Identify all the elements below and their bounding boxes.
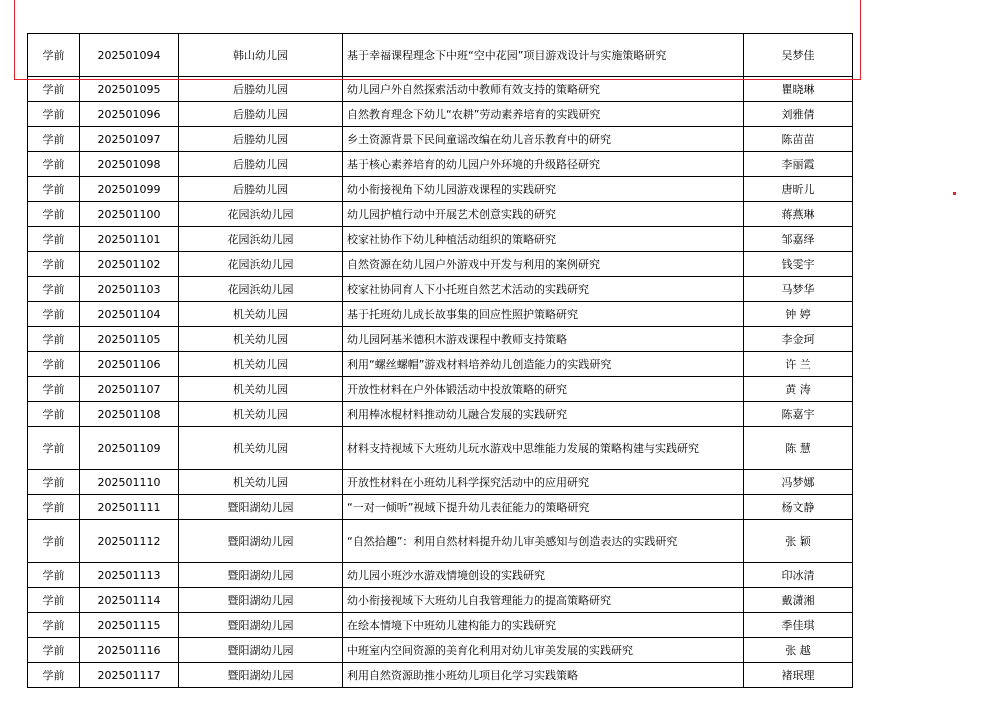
title-cell: 基于幸福课程理念下中班“空中花园”项目游戏设计与实施策略研究: [343, 34, 744, 77]
title-cell: 开放性材料在小班幼儿科学探究活动中的应用研究: [343, 470, 744, 495]
name-cell: 冯梦娜: [744, 470, 853, 495]
name-cell: 邹嘉绎: [744, 227, 853, 252]
category-cell: 学前: [28, 470, 80, 495]
category-cell: 学前: [28, 34, 80, 77]
table-row: [28, 302, 853, 327]
title-cell: 幼儿园户外自然探索活动中教师有效支持的策略研究: [343, 77, 744, 102]
table-row: [28, 495, 853, 520]
category-cell: 学前: [28, 495, 80, 520]
name-cell: 刘雅倩: [744, 102, 853, 127]
title-cell: 利用自然资源助推小班幼儿项目化学习实践策略: [343, 663, 744, 688]
category-cell: 学前: [28, 588, 80, 613]
id-cell: 202501100: [80, 202, 179, 227]
table-row: [28, 377, 853, 402]
table-row: [28, 520, 853, 563]
school-cell: 后塍幼儿园: [179, 177, 343, 202]
school-cell: 机关幼儿园: [179, 377, 343, 402]
title-cell: 自然资源在幼儿园户外游戏中开发与利用的案例研究: [343, 252, 744, 277]
school-cell: 机关幼儿园: [179, 427, 343, 470]
name-cell: 陈 慧: [744, 427, 853, 470]
table-row: [28, 588, 853, 613]
id-cell: 202501106: [80, 352, 179, 377]
category-cell: 学前: [28, 520, 80, 563]
category-cell: 学前: [28, 177, 80, 202]
school-cell: 韩山幼儿园: [179, 34, 343, 77]
title-cell: 校家社协同育人下小托班自然艺术活动的实践研究: [343, 277, 744, 302]
id-cell: 202501112: [80, 520, 179, 563]
id-cell: 202501105: [80, 327, 179, 352]
table-row: [28, 152, 853, 177]
school-cell: 暨阳湖幼儿园: [179, 663, 343, 688]
id-cell: 202501113: [80, 563, 179, 588]
name-cell: 印冰清: [744, 563, 853, 588]
name-cell: 吴梦佳: [744, 34, 853, 77]
category-cell: 学前: [28, 227, 80, 252]
category-cell: 学前: [28, 277, 80, 302]
table-row: [28, 327, 853, 352]
category-cell: 学前: [28, 377, 80, 402]
title-cell: “自然拾趣”：利用自然材料提升幼儿审美感知与创造表达的实践研究: [343, 520, 744, 563]
id-cell: 202501103: [80, 277, 179, 302]
id-cell: 202501096: [80, 102, 179, 127]
title-cell: 校家社协作下幼儿种植活动组织的策略研究: [343, 227, 744, 252]
table-row: [28, 227, 853, 252]
name-cell: 蒋燕琳: [744, 202, 853, 227]
id-cell: 202501116: [80, 638, 179, 663]
title-cell: 利用“螺丝螺帽”游戏材料培养幼儿创造能力的实践研究: [343, 352, 744, 377]
category-cell: 学前: [28, 402, 80, 427]
id-cell: 202501095: [80, 77, 179, 102]
id-cell: 202501102: [80, 252, 179, 277]
title-cell: 幼儿园小班沙水游戏情境创设的实践研究: [343, 563, 744, 588]
table-row: [28, 77, 853, 102]
school-cell: 暨阳湖幼儿园: [179, 495, 343, 520]
school-cell: 花园浜幼儿园: [179, 277, 343, 302]
table-row: [28, 402, 853, 427]
category-cell: 学前: [28, 327, 80, 352]
school-cell: 后塍幼儿园: [179, 152, 343, 177]
id-cell: 202501107: [80, 377, 179, 402]
name-cell: 黄 涛: [744, 377, 853, 402]
school-cell: 暨阳湖幼儿园: [179, 520, 343, 563]
id-cell: 202501110: [80, 470, 179, 495]
name-cell: 许 兰: [744, 352, 853, 377]
name-cell: 李金珂: [744, 327, 853, 352]
category-cell: 学前: [28, 102, 80, 127]
table-row: [28, 663, 853, 688]
category-cell: 学前: [28, 563, 80, 588]
id-cell: 202501099: [80, 177, 179, 202]
school-cell: 花园浜幼儿园: [179, 252, 343, 277]
title-cell: 幼儿园护植行动中开展艺术创意实践的研究: [343, 202, 744, 227]
id-cell: 202501097: [80, 127, 179, 152]
school-cell: 机关幼儿园: [179, 327, 343, 352]
school-cell: 花园浜幼儿园: [179, 202, 343, 227]
table-row: [28, 252, 853, 277]
table-row: [28, 202, 853, 227]
school-cell: 机关幼儿园: [179, 352, 343, 377]
name-cell: 张 越: [744, 638, 853, 663]
title-cell: 利用棒冰棍材料推动幼儿融合发展的实践研究: [343, 402, 744, 427]
name-cell: 陈苗苗: [744, 127, 853, 152]
school-cell: 暨阳湖幼儿园: [179, 638, 343, 663]
id-cell: 202501104: [80, 302, 179, 327]
id-cell: 202501115: [80, 613, 179, 638]
table-row: [28, 427, 853, 470]
highlight-annotation-box: [14, 0, 861, 80]
title-cell: 幼小衔接视域下大班幼儿自我管理能力的提高策略研究: [343, 588, 744, 613]
title-cell: 乡土资源背景下民间童谣改编在幼儿音乐教育中的研究: [343, 127, 744, 152]
school-cell: 机关幼儿园: [179, 302, 343, 327]
id-cell: 202501098: [80, 152, 179, 177]
category-cell: 学前: [28, 302, 80, 327]
category-cell: 学前: [28, 638, 80, 663]
id-cell: 202501094: [80, 34, 179, 77]
name-cell: 钱雯宇: [744, 252, 853, 277]
category-cell: 学前: [28, 427, 80, 470]
school-cell: 花园浜幼儿园: [179, 227, 343, 252]
table-row: [28, 127, 853, 152]
school-cell: 后塍幼儿园: [179, 102, 343, 127]
name-cell: 季佳琪: [744, 613, 853, 638]
table-row: [28, 177, 853, 202]
table-row: [28, 613, 853, 638]
name-cell: 戴潇湘: [744, 588, 853, 613]
title-cell: 材料支持视域下大班幼儿玩水游戏中思维能力发展的策略构建与实践研究: [343, 427, 744, 470]
table-row: [28, 277, 853, 302]
category-cell: 学前: [28, 613, 80, 638]
name-cell: 唐昕儿: [744, 177, 853, 202]
category-cell: 学前: [28, 663, 80, 688]
school-cell: 暨阳湖幼儿园: [179, 563, 343, 588]
title-cell: 在绘本情境下中班幼儿建构能力的实践研究: [343, 613, 744, 638]
id-cell: 202501117: [80, 663, 179, 688]
title-cell: 幼儿园阿基米德积木游戏课程中教师支持策略: [343, 327, 744, 352]
category-cell: 学前: [28, 152, 80, 177]
school-cell: 机关幼儿园: [179, 402, 343, 427]
title-cell: 中班室内空间资源的美育化利用对幼儿审美发展的实践研究: [343, 638, 744, 663]
table-row: [28, 352, 853, 377]
title-cell: 基于托班幼儿成长故事集的回应性照护策略研究: [343, 302, 744, 327]
id-cell: 202501111: [80, 495, 179, 520]
school-cell: 暨阳湖幼儿园: [179, 588, 343, 613]
id-cell: 202501101: [80, 227, 179, 252]
category-cell: 学前: [28, 77, 80, 102]
project-roster-table: [27, 33, 853, 688]
stray-mark: [953, 192, 956, 195]
category-cell: 学前: [28, 127, 80, 152]
name-cell: 杨文静: [744, 495, 853, 520]
category-cell: 学前: [28, 202, 80, 227]
table-row: [28, 470, 853, 495]
name-cell: 钟 婷: [744, 302, 853, 327]
table-body: [28, 34, 853, 688]
name-cell: 马梦华: [744, 277, 853, 302]
name-cell: 褚珉理: [744, 663, 853, 688]
table-row: [28, 102, 853, 127]
name-cell: 瞿晓琳: [744, 77, 853, 102]
table-row: [28, 563, 853, 588]
title-cell: 开放性材料在户外体锻活动中投放策略的研究: [343, 377, 744, 402]
title-cell: 自然教育理念下幼儿“农耕”劳动素养培育的实践研究: [343, 102, 744, 127]
title-cell: 幼小衔接视角下幼儿园游戏课程的实践研究: [343, 177, 744, 202]
name-cell: 李丽霞: [744, 152, 853, 177]
id-cell: 202501108: [80, 402, 179, 427]
name-cell: 陈嘉宇: [744, 402, 853, 427]
school-cell: 后塍幼儿园: [179, 77, 343, 102]
name-cell: 张 颖: [744, 520, 853, 563]
id-cell: 202501109: [80, 427, 179, 470]
category-cell: 学前: [28, 352, 80, 377]
school-cell: 后塍幼儿园: [179, 127, 343, 152]
table-row: [28, 638, 853, 663]
title-cell: “一对一倾听”视域下提升幼儿表征能力的策略研究: [343, 495, 744, 520]
title-cell: 基于核心素养培育的幼儿园户外环境的升级路径研究: [343, 152, 744, 177]
school-cell: 暨阳湖幼儿园: [179, 613, 343, 638]
category-cell: 学前: [28, 252, 80, 277]
school-cell: 机关幼儿园: [179, 470, 343, 495]
id-cell: 202501114: [80, 588, 179, 613]
